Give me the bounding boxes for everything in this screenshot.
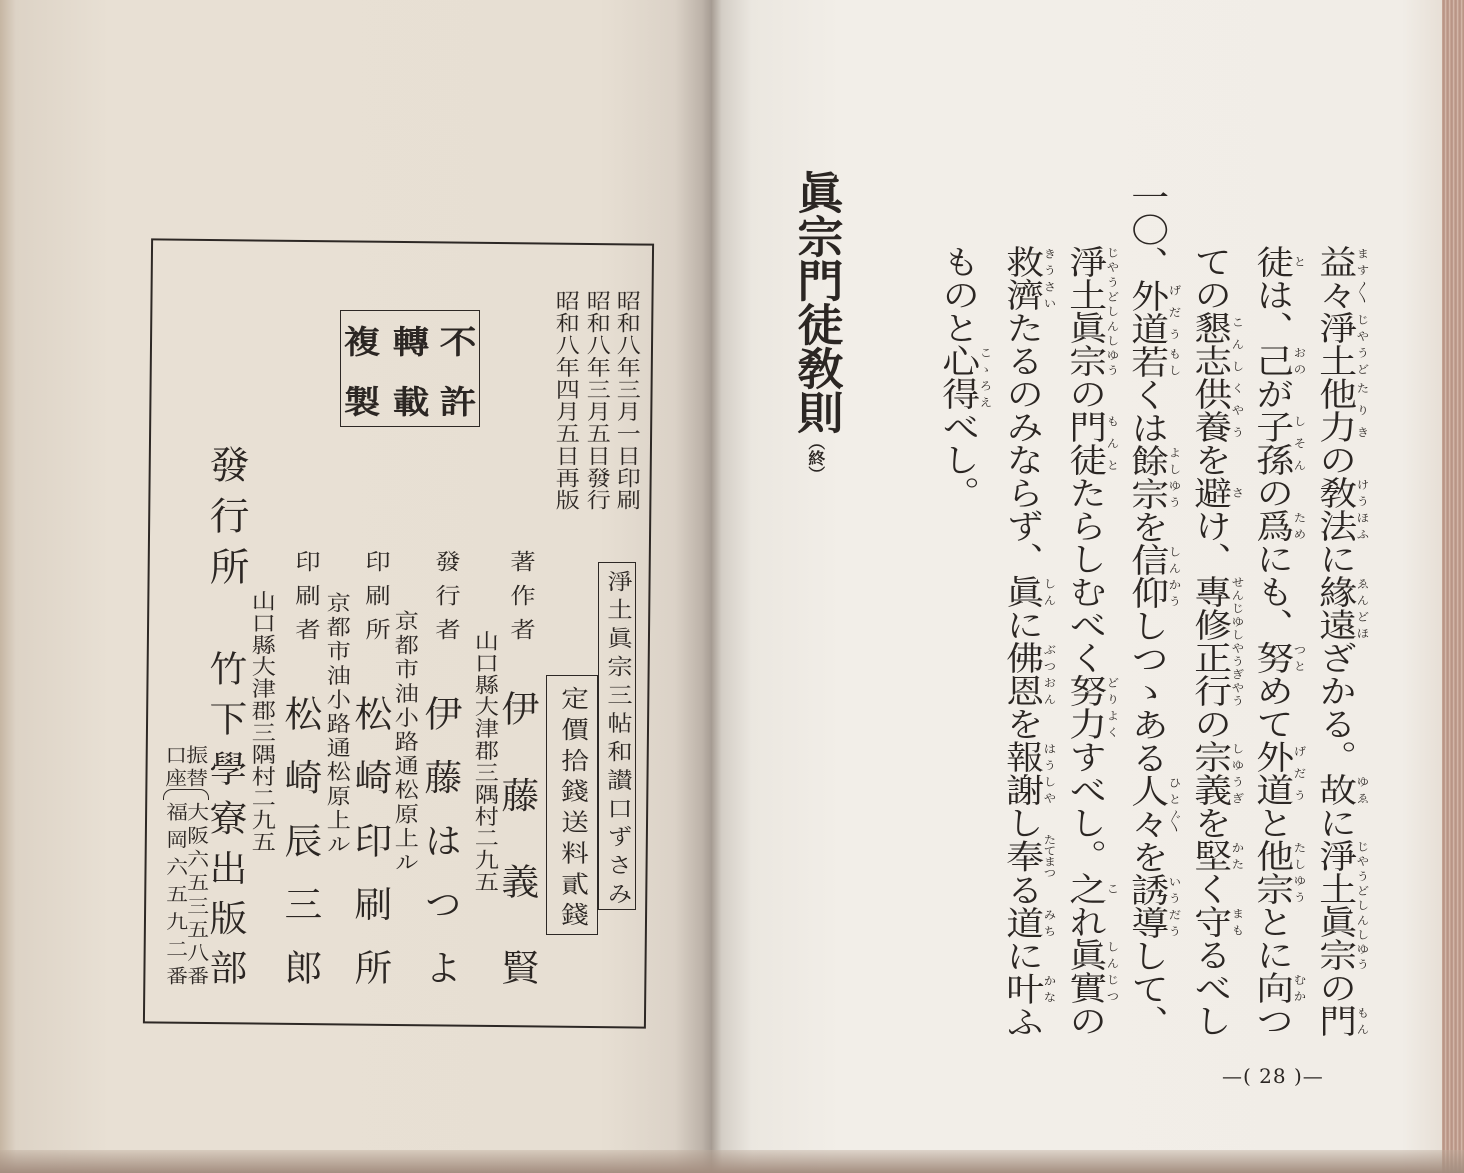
furigana: しそん [1291,410,1307,476]
ruby-word: 餘宗よしゆう [1125,444,1182,510]
text-run: の [1250,476,1296,509]
text-run: ものと [936,245,982,344]
ruby-word: 專修正行せんじゆしやうぎやう [1188,575,1245,707]
publisher-label: 發行者 [431,550,461,640]
text-run: に [1313,542,1359,575]
account-brace [163,789,209,800]
furigana: しゆうぎ [1229,740,1245,806]
text-run: に [1000,608,1046,641]
ruby-word: 宗義しゆうぎ [1188,740,1245,806]
text-run: け、 [1188,509,1234,575]
ruby-word: 淨土眞宗じやうどしんしゆう [1063,245,1120,377]
printing-office-address: 京都市油小路通松原上ル [391,610,420,872]
transfer-label-2: 口座 [161,745,188,787]
furigana: きうさい [1041,245,1057,311]
furigana: せんじゆしやうぎやう [1229,575,1245,707]
book-title: 淨土眞宗三帖和讃口ずさみ [603,570,633,904]
ruby-word: 敎法けうほふ [1313,476,1370,542]
body-column-1 [1313,245,1369,1037]
furigana: ゑんどほ [1354,575,1370,641]
section-title [790,170,841,482]
furigana: もんと [1104,410,1120,476]
ruby-word: 避さ [1188,476,1245,509]
furigana: みち [1041,906,1057,939]
ruby-word: 子孫しそん [1250,410,1307,476]
ruby-word: 外道げだう [1125,279,1182,345]
body-column-3 [1188,245,1244,1037]
text-run: くは [1125,378,1171,444]
text-run: の [1313,443,1359,476]
furigana: かな [1041,972,1057,1005]
text-run: と [1250,806,1296,839]
ruby-word: 救濟きうさい [1000,245,1057,311]
printing-office-name: 松崎印刷所 [348,695,392,985]
furigana: おの [1291,344,1307,377]
printer-name: 松崎辰三郎 [278,695,322,985]
text-run: ふ [1000,1005,1046,1038]
ruby-word: 努力どりよく [1063,674,1120,740]
page-number: —( 28 )— [1222,1064,1324,1088]
printer-label: 印刷者 [291,550,321,640]
text-run: を [1125,510,1171,543]
text-run: の [1188,707,1234,740]
furigana: むか [1291,971,1307,1004]
text-run: を [1188,443,1234,476]
furigana: どりよく [1104,674,1120,740]
ruby-word: 叶かな [1000,972,1057,1005]
body-column-4 [1125,180,1181,1038]
ruby-word: 守まも [1188,905,1245,938]
ruby-word: 供養くやう [1188,377,1245,443]
ruby-word: 門もん [1313,1004,1370,1037]
furigana: つと [1291,641,1307,674]
author-label: 著作者 [506,550,536,640]
furigana: たりき [1354,377,1370,443]
ruby-word: 外道げだう [1250,740,1307,806]
ruby-word: 故ゆゑ [1313,773,1370,806]
printing-office-label: 印刷所 [361,550,391,640]
furigana: ため [1291,509,1307,542]
furigana: かた [1229,839,1245,872]
text-run: を [1000,707,1046,740]
author-name: 伊藤義賢 [495,690,539,985]
furigana: しん [1041,575,1057,608]
text-run: の [1063,1004,1109,1037]
ruby-word: 佛恩ぶつおん [1000,641,1057,707]
ruby-word: 若もし [1125,345,1182,378]
body-column-7 [936,245,992,509]
furigana: もん [1354,1004,1370,1037]
ruby-word: 門徒もんと [1063,410,1120,476]
furigana: じやうどしんしゆう [1354,839,1370,971]
text-run: に [1000,939,1046,972]
body-column-2 [1250,245,1306,1037]
furigana: こゝろえ [977,344,993,410]
reprint-date: 昭和八年四月五日再版 [552,290,581,510]
text-run: すべし。 [1063,740,1109,872]
furigana: たしゆう [1291,839,1307,905]
text-run: ての [1188,245,1234,311]
furigana: さ [1229,476,1245,509]
furigana: ます〳〵 [1354,245,1370,311]
ruby-word: 向むか [1250,971,1307,1004]
ruby-word: 報謝はうしや [1000,740,1057,806]
text-run: る [1000,873,1046,906]
text-run: つ [1250,1004,1296,1037]
furigana: いうだう [1166,873,1182,939]
ruby-word: 誘導いうだう [1125,873,1182,939]
furigana: しんじつ [1104,938,1120,1004]
furigana: くやう [1229,377,1245,443]
body-column-6 [1000,245,1056,1038]
furigana: よしゆう [1166,444,1182,510]
text-run: たるのみならず、 [1000,311,1046,575]
ruby-word: 奉たてまつ [1000,834,1057,878]
body-column-5 [1063,245,1119,1037]
section-title-text: 眞宗門徒敎則 [788,170,843,434]
ruby-word: 信仰しんかう [1125,543,1182,609]
text-run: にも、 [1250,542,1296,641]
transfer-label-1: 振替 [182,745,209,787]
ruby-word: 堅かた [1188,839,1245,872]
publisher-name: 伊藤はつよ [418,695,462,985]
text-run: は、 [1250,278,1296,344]
furigana: げだう [1291,740,1307,806]
text-run: を [1188,806,1234,839]
text-run: ざかる。 [1313,641,1359,773]
text-run: れ [1063,905,1109,938]
text-run: るべし [1188,938,1234,1037]
ruby-word: 人々ひと〴〵 [1125,774,1182,840]
ruby-word: 徒と [1250,245,1307,278]
text-run: が [1250,377,1296,410]
ruby-word: 道みち [1000,906,1057,939]
furigana: ゆゑ [1354,773,1370,806]
furigana: けうほふ [1354,476,1370,542]
publishing-house-label: 發行所 [202,445,250,585]
price: 定價拾錢送料貳錢 [556,686,589,926]
publish-date: 昭和八年三月五日發行 [583,290,612,510]
transfer-account-osaka: 大阪六五三五八番 [183,802,210,985]
text-run: し [1000,806,1046,839]
text-run: とに [1250,905,1296,971]
print-date: 昭和八年三月一日印刷 [613,290,642,510]
furigana: こんし [1229,311,1245,377]
furigana: ひと〴〵 [1166,774,1182,840]
ruby-word: 眞實しんじつ [1063,938,1120,1004]
ruby-word: 他力たりき [1313,377,1370,443]
text-run: たらしむべく [1063,476,1109,674]
ruby-word: 己おの [1250,344,1307,377]
notice-line-3: 複製 [337,325,382,417]
text-run: して、 [1125,939,1171,1038]
text-run: めて [1250,674,1296,740]
end-mark: （終） [805,434,826,482]
ruby-word: 淨土眞宗じやうどしんしゆう [1313,839,1370,971]
text-run: に [1313,806,1359,839]
ruby-word: 益々ます〳〵 [1313,245,1370,311]
furigana: たてまつ [1041,834,1057,878]
text-run: 一〇、 [1125,180,1171,279]
transfer-account-fukuoka: 福岡六五九二番 [162,802,189,985]
printer-address: 京都市油小路通松原上ル [323,592,352,854]
ruby-word: 心得こゝろえ [936,344,993,410]
furigana: しんかう [1166,543,1182,609]
furigana: こ [1104,872,1120,905]
ruby-word: 懇志こんし [1188,311,1245,377]
text-run: べし。 [936,410,982,509]
furigana: まも [1229,905,1245,938]
publisher-address: 山口縣大津郡三隅村二九五 [471,630,500,892]
notice-line-2: 轉載 [386,325,431,417]
ruby-word: 淨土じやうど [1313,311,1370,377]
furigana: と [1291,245,1307,278]
ruby-word: 爲ため [1250,509,1307,542]
bottom-edge [0,1150,1464,1173]
text-run: を [1125,840,1171,873]
ruby-word: 眞しん [1000,575,1057,608]
page-edges [1442,0,1464,1173]
furigana: じやうど [1354,311,1370,377]
furigana: はうしや [1041,740,1057,806]
text-run: の [1063,377,1109,410]
furigana: じやうどしんしゆう [1104,245,1120,377]
ruby-word: 緣遠ゑんどほ [1313,575,1370,641]
furigana: ぶつおん [1041,641,1057,707]
ruby-word: 之こ [1063,872,1120,905]
furigana: げだう [1166,279,1182,345]
publishing-house-address: 山口縣大津郡三隅村二九五 [248,590,277,852]
text-run: の [1313,971,1359,1004]
ruby-word: 努つと [1250,641,1307,674]
text-run: く [1188,872,1234,905]
furigana: もし [1166,345,1182,378]
ruby-word: 他宗たしゆう [1250,839,1307,905]
notice-line-1: 不許 [433,325,478,417]
publishing-house-name: 竹下學寮出版部 [203,650,247,985]
text-run: しつゝある [1125,609,1171,774]
